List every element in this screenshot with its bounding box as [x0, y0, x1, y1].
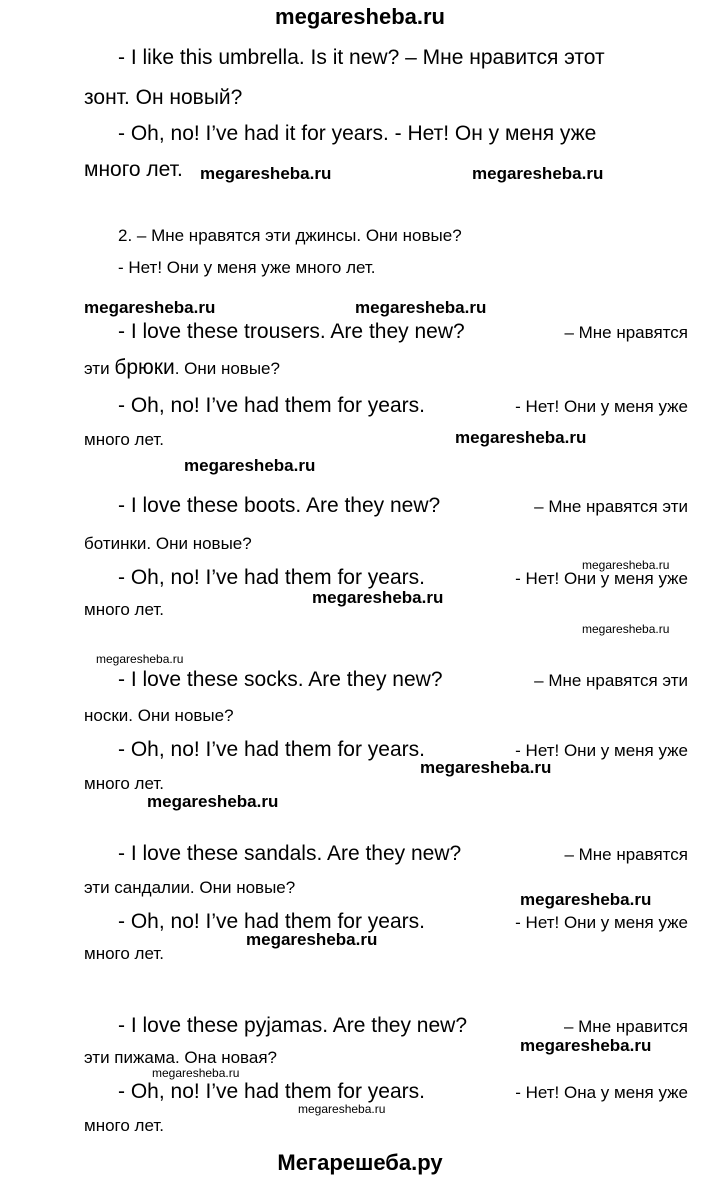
socks-answer-en: - Oh, no! I’ve had them for years. [118, 738, 425, 761]
exercise-2-answer: - Нет! Они у меня уже много лет. [118, 258, 376, 277]
socks-question-ru: – Мне нравятся эти [534, 671, 688, 690]
sandals-answer-line2: много лет. [84, 944, 164, 963]
watermark: megaresheba.ru [520, 1036, 652, 1055]
watermark: megaresheba.ru [520, 890, 652, 909]
boots-question-en: - I love these boots. Are they new? [118, 494, 441, 517]
watermark: megaresheba.ru [420, 758, 552, 777]
watermark: megaresheba.ru [184, 456, 316, 475]
socks-question-en: - I love these socks. Are they new? [118, 668, 443, 691]
boots-question-ru: – Мне нравятся эти [534, 497, 688, 516]
trousers-question-line2: эти брюки. Они новые? [84, 356, 280, 379]
watermark: megaresheba.ru [582, 622, 670, 636]
umbrella-question-line1: - I like this umbrella. Is it new? – Мне нравится этот [118, 46, 605, 69]
boots-answer-line2: много лет. [84, 600, 164, 619]
pyjamas-answer-line1 [118, 1080, 688, 1104]
pyjamas-question-line2: эти пижама. Она новая? [84, 1048, 278, 1067]
trousers-answer-line1 [118, 394, 688, 418]
sandals-question-line2: эти сандалии. Они новые? [84, 878, 296, 897]
sandals-question-line1 [118, 842, 688, 866]
pyjamas-answer-ru: - Нет! Она у меня уже [515, 1083, 688, 1102]
boots-answer-en: - Oh, no! I’ve had them for years. [118, 566, 425, 589]
socks-answer-line1 [118, 738, 688, 762]
trousers-answer-ru: - Нет! Они у меня уже [515, 397, 688, 416]
sandals-answer-ru: - Нет! Они у меня уже [515, 913, 688, 932]
watermark: megaresheba.ru [96, 652, 184, 666]
umbrella-answer-line1: - Oh, no! I’ve had it for years. - Нет! Он у меня уже [118, 122, 597, 145]
trousers-question-en: - I love these trousers. Are they new? [118, 320, 465, 343]
socks-question-line1 [118, 668, 688, 692]
watermark: megaresheba.ru [84, 298, 216, 317]
sandals-question-ru: – Мне нравятся [564, 845, 688, 864]
umbrella-answer-line2: много лет. [84, 158, 183, 181]
watermark: megaresheba.ru [152, 1066, 240, 1080]
exercise-2-line: 2. – Мне нравятся эти джинсы. Они новые? [118, 226, 462, 245]
watermark: megaresheba.ru [455, 428, 587, 447]
boots-answer-line1 [118, 566, 688, 590]
trousers-question-ru: – Мне нравятся [564, 323, 688, 342]
socks-question-line2: носки. Они новые? [84, 706, 234, 725]
page-header: megaresheba.ru [275, 4, 445, 29]
watermark: megaresheba.ru [355, 298, 487, 317]
boots-question-line2: ботинки. Они новые? [84, 534, 252, 553]
pyjamas-answer-en: - Oh, no! I’ve had them for years. [118, 1080, 425, 1103]
trousers-question-line1 [118, 320, 688, 344]
watermark: megaresheba.ru [582, 558, 670, 572]
watermark: megaresheba.ru [298, 1102, 386, 1116]
page-footer: Мегарешеба.ру [277, 1150, 443, 1175]
trousers-answer-en: - Oh, no! I’ve had them for years. [118, 394, 425, 417]
watermark: megaresheba.ru [312, 588, 444, 607]
umbrella-question-line2: зонт. Он новый? [84, 86, 243, 109]
boots-answer-ru: - Нет! Они у меня уже [515, 569, 688, 588]
socks-answer-ru: - Нет! Они у меня уже [515, 741, 688, 760]
pyjamas-question-en: - I love these pyjamas. Are they new? [118, 1014, 468, 1037]
pyjamas-question-ru: – Мне нравится [563, 1017, 688, 1036]
watermark: megaresheba.ru [200, 164, 332, 183]
boots-question-line1 [118, 494, 688, 518]
socks-answer-line2: много лет. [84, 774, 164, 793]
trousers-answer-line2: много лет. [84, 430, 164, 449]
sandals-question-en: - I love these sandals. Are they new? [118, 842, 462, 865]
watermark: megaresheba.ru [147, 792, 279, 811]
sandals-answer-en: - Oh, no! I’ve had them for years. [118, 910, 425, 933]
watermark: megaresheba.ru [246, 930, 378, 949]
pyjamas-question-line1 [118, 1014, 688, 1038]
pyjamas-answer-line2: много лет. [84, 1116, 164, 1135]
watermark: megaresheba.ru [472, 164, 604, 183]
sandals-answer-line1 [118, 910, 688, 934]
